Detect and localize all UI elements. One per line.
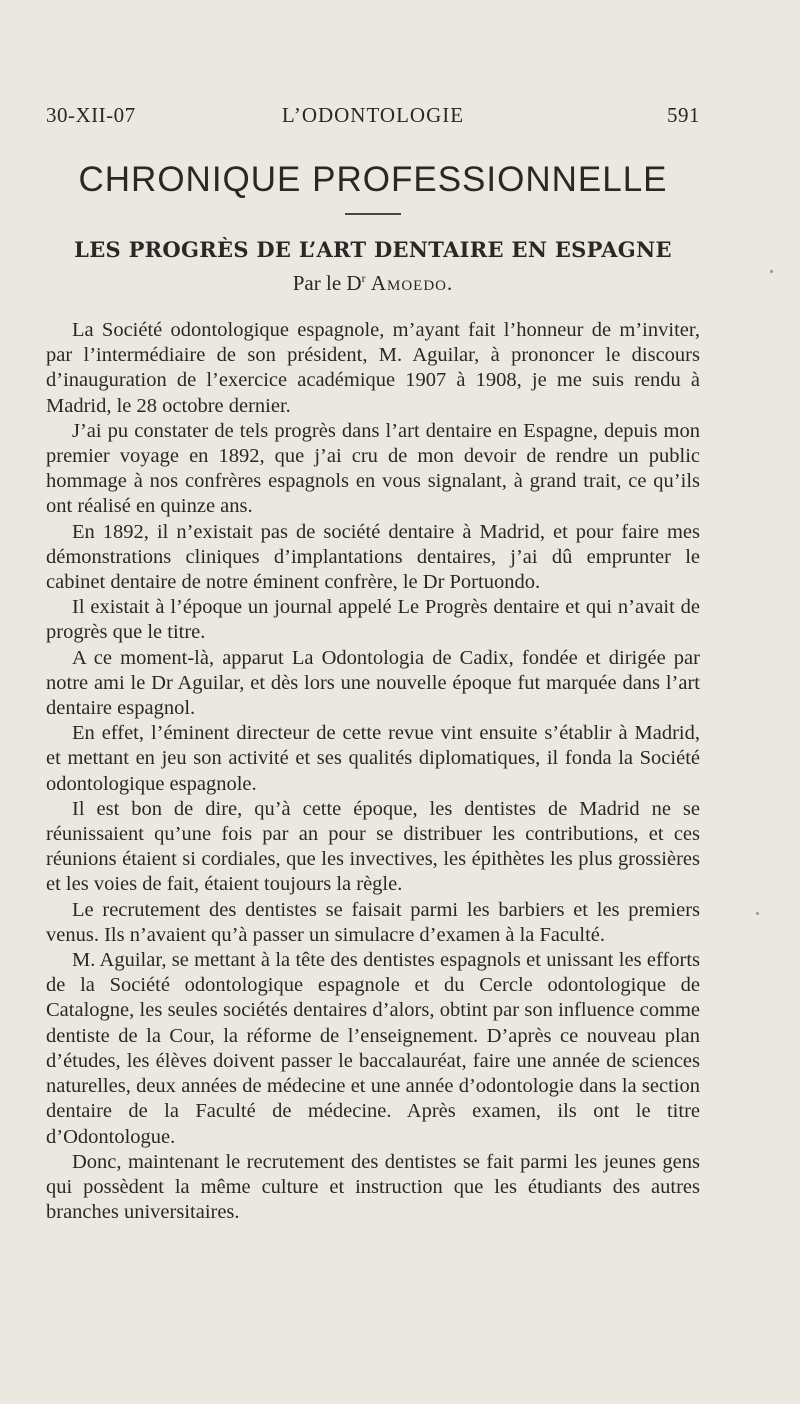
paragraph: Le recrutement des dentistes se faisait parmi les barbiers et les premiers venus. Ils n’avaient qu’à passer un simulacre d’examen à la Faculté.: [46, 898, 700, 946]
paragraph: Donc, maintenant le recrutement des dentistes se fait parmi les jeunes gens qui possèdent la même culture et instruction que les étudiants des autres branches universitaires.: [46, 1150, 700, 1224]
header-date: 30-XII-07: [46, 103, 136, 127]
paragraph: En 1892, il n’existait pas de société dentaire à Madrid, et pour faire mes démonstrations cliniques d’implantations dentaires, j’ai dû emprunter le cabinet dentaire de notre éminent confrère, le Dr Portuondo.: [46, 520, 700, 594]
paragraph: A ce moment-là, apparut La Odontologia de Cadix, fondée et dirigée par notre ami le Dr Aguilar, et dès lors une nouvelle époque fut marquée dans l’art dentaire espagnol.: [46, 646, 700, 720]
running-header: [46, 103, 700, 133]
article-body: [46, 318, 700, 1225]
paper-speck: [756, 912, 759, 915]
article-title: LES PROGRÈS DE L’ART DENTAIRE EN ESPAGNE: [74, 237, 672, 262]
paragraph: Il existait à l’époque un journal appelé Le Progrès dentaire et qui n’avait de progrès que le titre.: [46, 596, 700, 644]
paragraph: La Société odontologique espagnole, m’ayant fait l’honneur de m’inviter, par l’intermédiaire de son président, M. Aguilar, à prononcer le discours d’inauguration de l’exercice académique 1907 à 1908, je me suis rendu à Madrid, le 28 octobre dernier.: [46, 319, 700, 417]
paragraph: M. Aguilar, se mettant à la tête des dentistes espagnols et unissant les efforts de la Société odontologique espagnole et du Cercle odontologique de Catalogne, les seules sociétés dentaires d’alors, obtint par son influence comme dentiste de la Cour, la réforme de l’enseignement. D’après ce nouveau plan d’études, les élèves doivent passer le baccalauréat, faire une année de sciences naturelles, deux années de médecine et une année d’odontologie dans la section dentaire de la Faculté de médecine. Après examen, ils ont le titre d’Odontologue.: [46, 949, 700, 1148]
paragraph: En effet, l’éminent directeur de cette revue vint ensuite s’établir à Madrid, et mettant en jeu son activité et ses qualités diplomatiques, il fonda la Société odontologique espagnole.: [46, 722, 700, 795]
document-page: [46, 0, 700, 1404]
header-journal-title: L’ODONTOLOGIE: [281, 103, 465, 127]
header-page-number: 591: [667, 103, 700, 127]
byline-superscript: r: [361, 271, 366, 285]
title-divider: [345, 213, 401, 215]
byline-author: Amoedo.: [370, 271, 454, 295]
paragraph: Il est bon de dire, qu’à cette époque, les dentistes de Madrid ne se réunissaient qu’une fois par an pour se distribuer les contributions, et ces réunions étaient si cordiales, que les invectives, les épithètes les plus grossières et les voies de fait, étaient toujours la règle.: [46, 797, 700, 896]
paragraph: J’ai pu constater de tels progrès dans l’art dentaire en Espagne, depuis mon premier voyage en 1892, que j’ai cru de mon devoir de rendre un public hommage à nos confrères espagnols en vous signalant, à grand trait, ce qu’ils ont réalisé en quinze ans.: [46, 419, 700, 518]
byline-prefix: Par le D: [292, 271, 362, 295]
article-byline: [46, 271, 700, 296]
paper-speck: [770, 270, 773, 273]
section-title: CHRONIQUE PROFESSIONNELLE: [78, 160, 668, 199]
